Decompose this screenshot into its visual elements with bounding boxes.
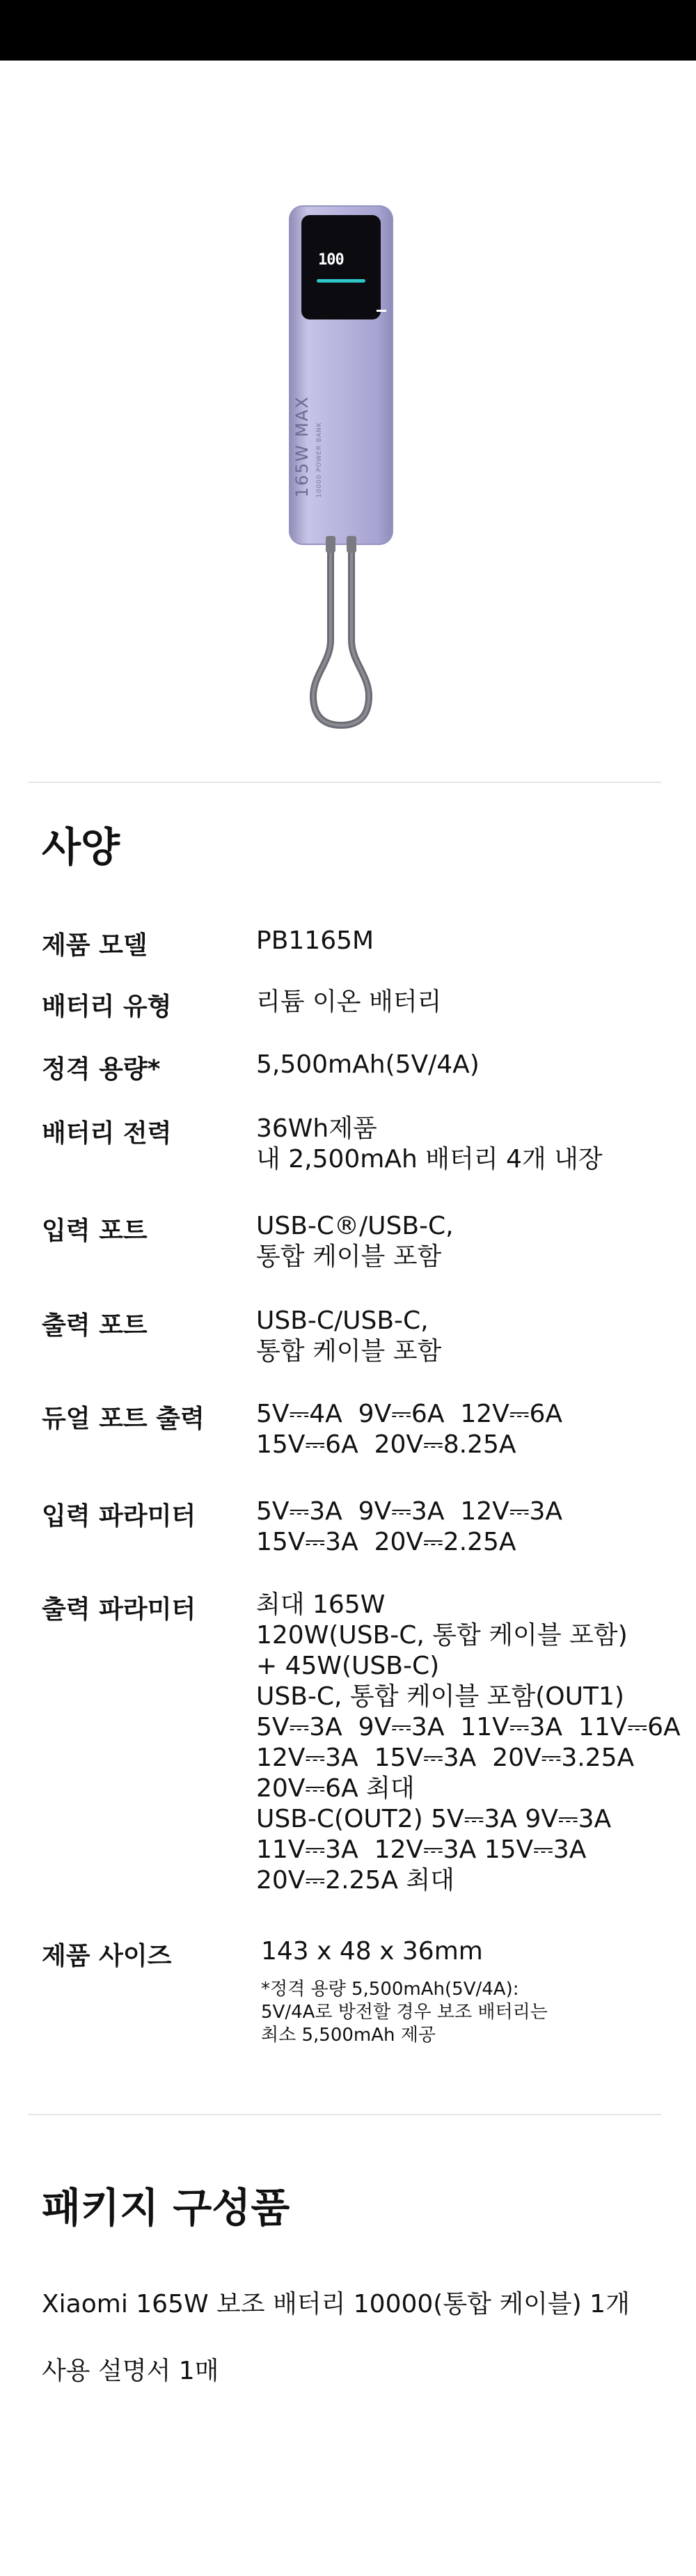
divider [28, 2114, 661, 2115]
display-indicator [377, 310, 386, 312]
power-bank-side-text: 165W MAX [292, 395, 312, 498]
spec-label-input-parameters: 입력 파라미터 [42, 1502, 196, 1531]
package-title: 패키지 구성품 [42, 2184, 290, 2231]
spec-value-battery-power: 36Wh제품 내 2,500mAh 배터리 4개 내장 [256, 1114, 603, 1174]
power-bank-image [285, 202, 397, 731]
spec-value-battery-type: 리튬 이온 배터리 [256, 988, 442, 1016]
spec-value-input-port: USB-C®/USB-C, 통합 케이블 포함 [256, 1212, 454, 1271]
package-item: Xiaomi 165W 보조 배터리 10000(통합 케이블) 1개 [42, 2290, 630, 2318]
spec-label-model: 제품 모델 [42, 931, 148, 960]
spec-label-battery-type: 배터리 유형 [42, 993, 172, 1021]
spec-value-output-port: USB-C/USB-C, 통합 케이블 포함 [256, 1306, 442, 1366]
spec-label-battery-power: 배터리 전력 [42, 1119, 172, 1148]
spec-label-output-parameters: 출력 파라미터 [42, 1595, 196, 1624]
battery-level-bar [317, 279, 365, 283]
spec-value-rated-capacity: 5,500mAh(5V/4A) [256, 1050, 480, 1079]
spec-label-rated-capacity: 정격 용량* [42, 1055, 161, 1084]
spec-value-input-parameters: 5V⎓3A 9V⎓3A 12V⎓3A 15V⎓3A 20V⎓2.25A [256, 1497, 563, 1556]
specs-title: 사양 [42, 823, 120, 871]
power-bank-body [289, 205, 393, 545]
battery-percent: 100 [318, 251, 344, 269]
spec-label-output-port: 출력 포트 [42, 1311, 148, 1340]
top-bar [0, 0, 696, 61]
spec-value-model: PB1165M [256, 926, 374, 955]
divider [28, 782, 661, 783]
power-bank-side-subtext: 10000 POWER BANK [316, 422, 323, 498]
spec-value-product-size: 143 x 48 x 36mm [261, 1937, 483, 1966]
rated-capacity-note: *정격 용량 5,500mAh(5V/4A): 5V/4A로 방전할 경우 보조 배터리는 최소 5,500mAh 제공 [261, 1979, 548, 2046]
spec-label-dual-port-output: 듀얼 포트 출력 [42, 1405, 205, 1433]
spec-label-product-size: 제품 사이즈 [42, 1942, 172, 1970]
package-item: 사용 설명서 1매 [42, 2357, 219, 2385]
integrated-cable-icon [285, 536, 397, 731]
power-bank-display [301, 215, 381, 319]
spec-value-dual-port-output: 5V⎓4A 9V⎓6A 12V⎓6A 15V⎓6A 20V⎓8.25A [256, 1400, 563, 1459]
spec-value-output-parameters: 최대 165W 120W(USB-C, 통합 케이블 포함) + 45W(USB-C) USB-C, 통합 케이블 포함(OUT1) 5V⎓3A 9V⎓3A 11V⎓3A 11V⎓6A 12V⎓3A 15V⎓3A 20V⎓3.25A 20V⎓6A 최대 USB-C(OUT2) 5V⎓3A 9V⎓3A 11V⎓3A 12V⎓3A 15V⎓3A 20V⎓2.25A 최대 [256, 1590, 681, 1895]
spec-label-input-port: 입력 포트 [42, 1217, 148, 1245]
